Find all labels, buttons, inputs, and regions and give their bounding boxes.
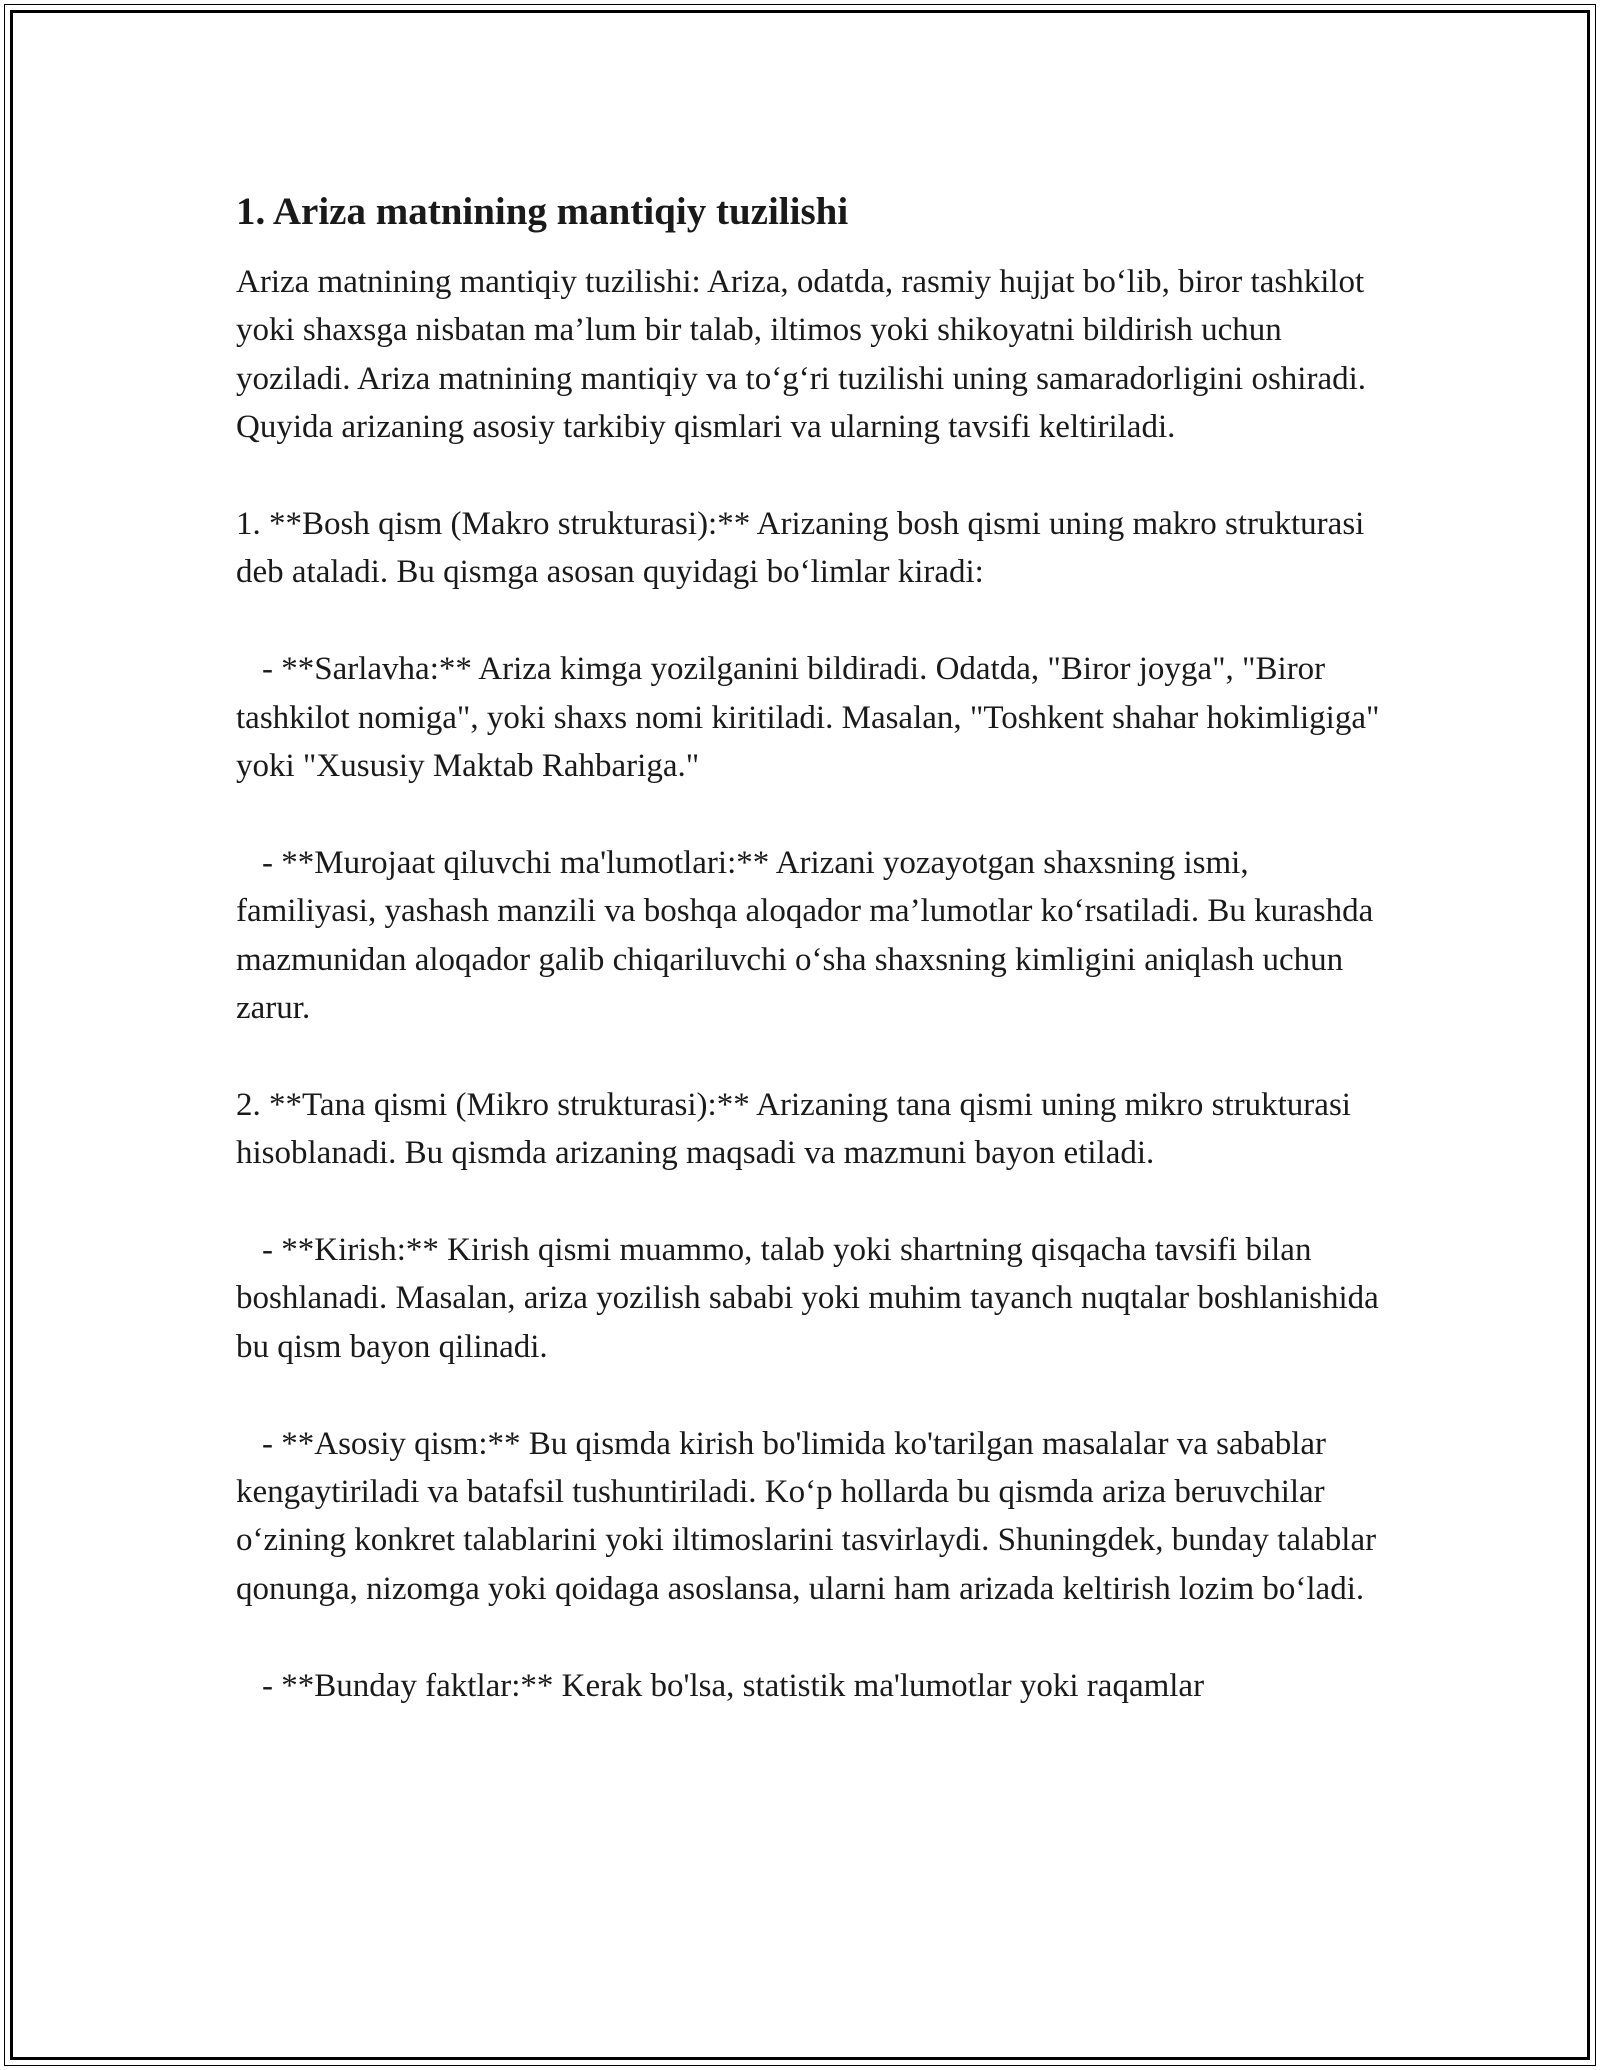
paragraph-murojaat: - **Murojaat qiluvchi ma'lumotlari:** Arizani yozayotgan shaxsning ismi, familiyasi, yashash manzili va boshqa aloqador ma’lumotlar ko‘rsatiladi. Bu kurashda mazmunidan aloqador galib chiqariluvchi o‘sha shaxsning kimligini aniqlash uchun zarur.	[236, 844, 1374, 1027]
paragraph-bunday-faktlar: - **Bunday faktlar:** Kerak bo'lsa, statistik ma'lumotlar yoki raqamlar	[262, 1667, 1205, 1704]
document-title: 1. Ariza matnining mantiqiy tuzilishi	[236, 190, 849, 233]
paragraph-asosiy-qism: - **Asosiy qism:** Bu qismda kirish bo'limida ko'tarilgan masalalar va sabablar kengaytiriladi va batafsil tushuntiriladi. Ko‘p hollarda bu qismda ariza beruvchilar o‘zining konkret talablarini yoki iltimoslarini tasvirlaydi. Shuningdek, bunday talablar qonunga, nizomga yoki qoidaga asoslansa, ularni ham arizada keltirish lozim bo‘ladi.	[236, 1425, 1377, 1607]
paragraph-kirish: - **Kirish:** Kirish qismi muammo, talab yoki shartning qisqacha tavsifi bilan boshlanadi. Masalan, ariza yozilish sababi yoki muhim tayanch nuqtalar boshlanishida bu qism bayon qilinadi.	[236, 1232, 1379, 1365]
paragraph-tana-qismi: 2. **Tana qismi (Mikro strukturasi):** Arizaning tana qismi uning mikro strukturasi hisoblanadi. Bu qismda arizaning maqsadi va mazmuni bayon etiladi.	[236, 1086, 1351, 1172]
paragraph-bosh-qism: 1. **Bosh qism (Makro strukturasi):** Arizaning bosh qismi uning makro strukturasi deb ataladi. Bu qismga asosan quyidagi bo‘limlar kiradi:	[236, 506, 1365, 591]
document-body	[236, 186, 1386, 1758]
paragraph-intro: Ariza matnining mantiqiy tuzilishi: Ariza, odatda, rasmiy hujjat bo‘lib, biror tashkilot yoki shaxsga nisbatan ma’lum bir talab, iltimos yoki shikoyatni bildirish uchun yoziladi. Ariza matnining mantiqiy va to‘g‘ri tuzilishi uning samaradorligini oshiradi. Quyida arizaning asosiy tarkibiy qismlari va ularning tavsifi keltiriladi.	[236, 264, 1367, 446]
paragraph-sarlavha: - **Sarlavha:** Ariza kimga yozilganini bildiradi. Odatda, "Biror joyga", "Biror tashkilot nomiga", yoki shaxs nomi kiritiladi. Masalan, "Toshkent shahar hokimligiga" yoki "Xususiy Maktab Rahbariga."	[236, 651, 1380, 785]
